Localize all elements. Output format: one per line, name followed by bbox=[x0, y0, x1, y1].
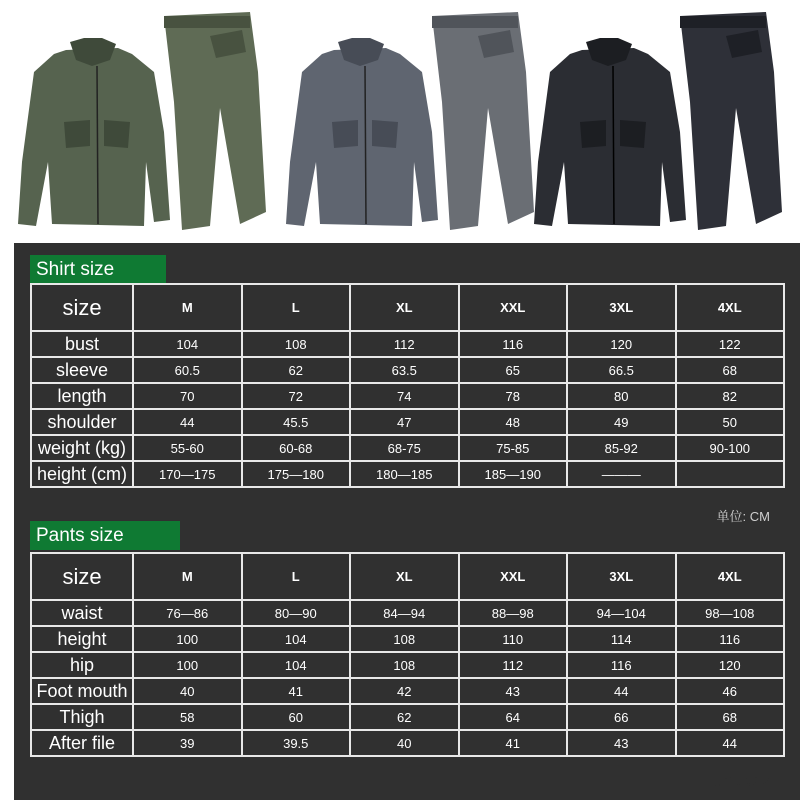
shirt-row-bust bbox=[31, 331, 784, 357]
pants-size-4xl: 4XL bbox=[676, 553, 785, 600]
pants-value-cell: 108 bbox=[350, 626, 459, 652]
grey-shirt-and-pants-image bbox=[282, 12, 538, 236]
pants-row-label: Thigh bbox=[31, 704, 133, 730]
shirt-unit-note: 单位: CM bbox=[716, 509, 770, 524]
shirt-row-length bbox=[31, 383, 784, 409]
pants-value-cell: 58 bbox=[133, 704, 242, 730]
shirt-value-cell: ——— bbox=[567, 461, 676, 487]
shirt-size-table bbox=[30, 283, 785, 488]
pants-value-cell: 43 bbox=[459, 678, 568, 704]
shirt-value-cell: 48 bbox=[459, 409, 568, 435]
pants-size-heading: Pants size bbox=[30, 521, 180, 550]
shirt-value-cell: 60.5 bbox=[133, 357, 242, 383]
pants-value-cell: 80—90 bbox=[242, 600, 351, 626]
shirt-value-cell: 104 bbox=[133, 331, 242, 357]
outfit-photo-grey bbox=[282, 12, 538, 236]
pants-value-cell: 88—98 bbox=[459, 600, 568, 626]
shirt-value-cell: 45.5 bbox=[242, 409, 351, 435]
shirt-size-xl: XL bbox=[350, 284, 459, 331]
shirt-size-3xl: 3XL bbox=[567, 284, 676, 331]
pants-value-cell: 110 bbox=[459, 626, 568, 652]
shirt-row-label: sleeve bbox=[31, 357, 133, 383]
product-photo-strip bbox=[0, 0, 800, 240]
shirt-value-cell: 62 bbox=[242, 357, 351, 383]
pants-size-3xl: 3XL bbox=[567, 553, 676, 600]
pants-row-foot-mouth bbox=[31, 678, 784, 704]
pants-size-table bbox=[30, 552, 785, 757]
shirt-corner-label: size bbox=[31, 284, 133, 331]
pants-value-cell: 104 bbox=[242, 652, 351, 678]
shirt-row-label: shoulder bbox=[31, 409, 133, 435]
pants-value-cell: 40 bbox=[133, 678, 242, 704]
pants-value-cell: 66 bbox=[567, 704, 676, 730]
pants-value-cell: 44 bbox=[567, 678, 676, 704]
shirt-value-cell: 175—180 bbox=[242, 461, 351, 487]
black-shirt-and-pants-image bbox=[530, 12, 786, 236]
pants-row-label: waist bbox=[31, 600, 133, 626]
pants-value-cell: 46 bbox=[676, 678, 785, 704]
shirt-value-cell: 85-92 bbox=[567, 435, 676, 461]
shirt-value-cell: 116 bbox=[459, 331, 568, 357]
shirt-row-label: bust bbox=[31, 331, 133, 357]
pants-row-label: Foot mouth bbox=[31, 678, 133, 704]
pants-row-label: height bbox=[31, 626, 133, 652]
pants-value-cell: 112 bbox=[459, 652, 568, 678]
shirt-size-4xl: 4XL bbox=[676, 284, 785, 331]
shirt-value-cell: 47 bbox=[350, 409, 459, 435]
shirt-value-cell: 68-75 bbox=[350, 435, 459, 461]
shirt-value-cell: 82 bbox=[676, 383, 785, 409]
pants-value-cell: 94—104 bbox=[567, 600, 676, 626]
pants-value-cell: 100 bbox=[133, 652, 242, 678]
pants-value-cell: 108 bbox=[350, 652, 459, 678]
shirt-size-heading: Shirt size bbox=[30, 255, 166, 284]
pants-header-row bbox=[31, 553, 784, 600]
shirt-value-cell: 65 bbox=[459, 357, 568, 383]
pants-row-after-file bbox=[31, 730, 784, 756]
shirt-value-cell bbox=[676, 461, 785, 487]
shirt-value-cell: 49 bbox=[567, 409, 676, 435]
pants-value-cell: 39.5 bbox=[242, 730, 351, 756]
pants-value-cell: 60 bbox=[242, 704, 351, 730]
shirt-size-l: L bbox=[242, 284, 351, 331]
pants-row-thigh bbox=[31, 704, 784, 730]
shirt-value-cell: 80 bbox=[567, 383, 676, 409]
shirt-value-cell: 122 bbox=[676, 331, 785, 357]
pants-value-cell: 114 bbox=[567, 626, 676, 652]
shirt-value-cell: 112 bbox=[350, 331, 459, 357]
shirt-value-cell: 75-85 bbox=[459, 435, 568, 461]
shirt-value-cell: 63.5 bbox=[350, 357, 459, 383]
size-chart-panel bbox=[14, 243, 800, 800]
shirt-value-cell: 66.5 bbox=[567, 357, 676, 383]
shirt-header-row bbox=[31, 284, 784, 331]
shirt-value-cell: 185—190 bbox=[459, 461, 568, 487]
pants-value-cell: 98—108 bbox=[676, 600, 785, 626]
shirt-value-cell: 72 bbox=[242, 383, 351, 409]
shirt-size-xxl: XXL bbox=[459, 284, 568, 331]
shirt-value-cell: 90-100 bbox=[676, 435, 785, 461]
outfit-photo-black bbox=[530, 12, 786, 236]
shirt-size-m: M bbox=[133, 284, 242, 331]
pants-value-cell: 41 bbox=[242, 678, 351, 704]
shirt-row-height-cm- bbox=[31, 461, 784, 487]
pants-value-cell: 64 bbox=[459, 704, 568, 730]
outfit-photo-green bbox=[14, 12, 270, 236]
shirt-value-cell: 108 bbox=[242, 331, 351, 357]
shirt-row-sleeve bbox=[31, 357, 784, 383]
shirt-row-label: length bbox=[31, 383, 133, 409]
shirt-value-cell: 50 bbox=[676, 409, 785, 435]
pants-value-cell: 104 bbox=[242, 626, 351, 652]
pants-row-hip bbox=[31, 652, 784, 678]
pants-value-cell: 40 bbox=[350, 730, 459, 756]
shirt-value-cell: 120 bbox=[567, 331, 676, 357]
shirt-row-label: height (cm) bbox=[31, 461, 133, 487]
shirt-value-cell: 170—175 bbox=[133, 461, 242, 487]
shirt-value-cell: 74 bbox=[350, 383, 459, 409]
pants-value-cell: 62 bbox=[350, 704, 459, 730]
pants-value-cell: 76—86 bbox=[133, 600, 242, 626]
shirt-row-label: weight (kg) bbox=[31, 435, 133, 461]
green-shirt-and-pants-image bbox=[14, 12, 270, 236]
shirt-value-cell: 78 bbox=[459, 383, 568, 409]
pants-row-label: hip bbox=[31, 652, 133, 678]
pants-row-height bbox=[31, 626, 784, 652]
pants-value-cell: 41 bbox=[459, 730, 568, 756]
pants-value-cell: 116 bbox=[567, 652, 676, 678]
shirt-value-cell: 44 bbox=[133, 409, 242, 435]
shirt-value-cell: 68 bbox=[676, 357, 785, 383]
pants-corner-label: size bbox=[31, 553, 133, 600]
pants-value-cell: 120 bbox=[676, 652, 785, 678]
shirt-value-cell: 60-68 bbox=[242, 435, 351, 461]
pants-size-m: M bbox=[133, 553, 242, 600]
pants-value-cell: 100 bbox=[133, 626, 242, 652]
pants-value-cell: 43 bbox=[567, 730, 676, 756]
pants-unit-note: unit CM bbox=[713, 771, 772, 790]
shirt-value-cell: 180—185 bbox=[350, 461, 459, 487]
pants-value-cell: 68 bbox=[676, 704, 785, 730]
pants-value-cell: 116 bbox=[676, 626, 785, 652]
shirt-value-cell: 70 bbox=[133, 383, 242, 409]
pants-size-xxl: XXL bbox=[459, 553, 568, 600]
pants-row-label: After file bbox=[31, 730, 133, 756]
pants-size-xl: XL bbox=[350, 553, 459, 600]
pants-value-cell: 44 bbox=[676, 730, 785, 756]
pants-row-waist bbox=[31, 600, 784, 626]
pants-size-l: L bbox=[242, 553, 351, 600]
pants-value-cell: 39 bbox=[133, 730, 242, 756]
pants-value-cell: 84—94 bbox=[350, 600, 459, 626]
shirt-row-weight-kg- bbox=[31, 435, 784, 461]
shirt-row-shoulder bbox=[31, 409, 784, 435]
pants-value-cell: 42 bbox=[350, 678, 459, 704]
shirt-value-cell: 55-60 bbox=[133, 435, 242, 461]
